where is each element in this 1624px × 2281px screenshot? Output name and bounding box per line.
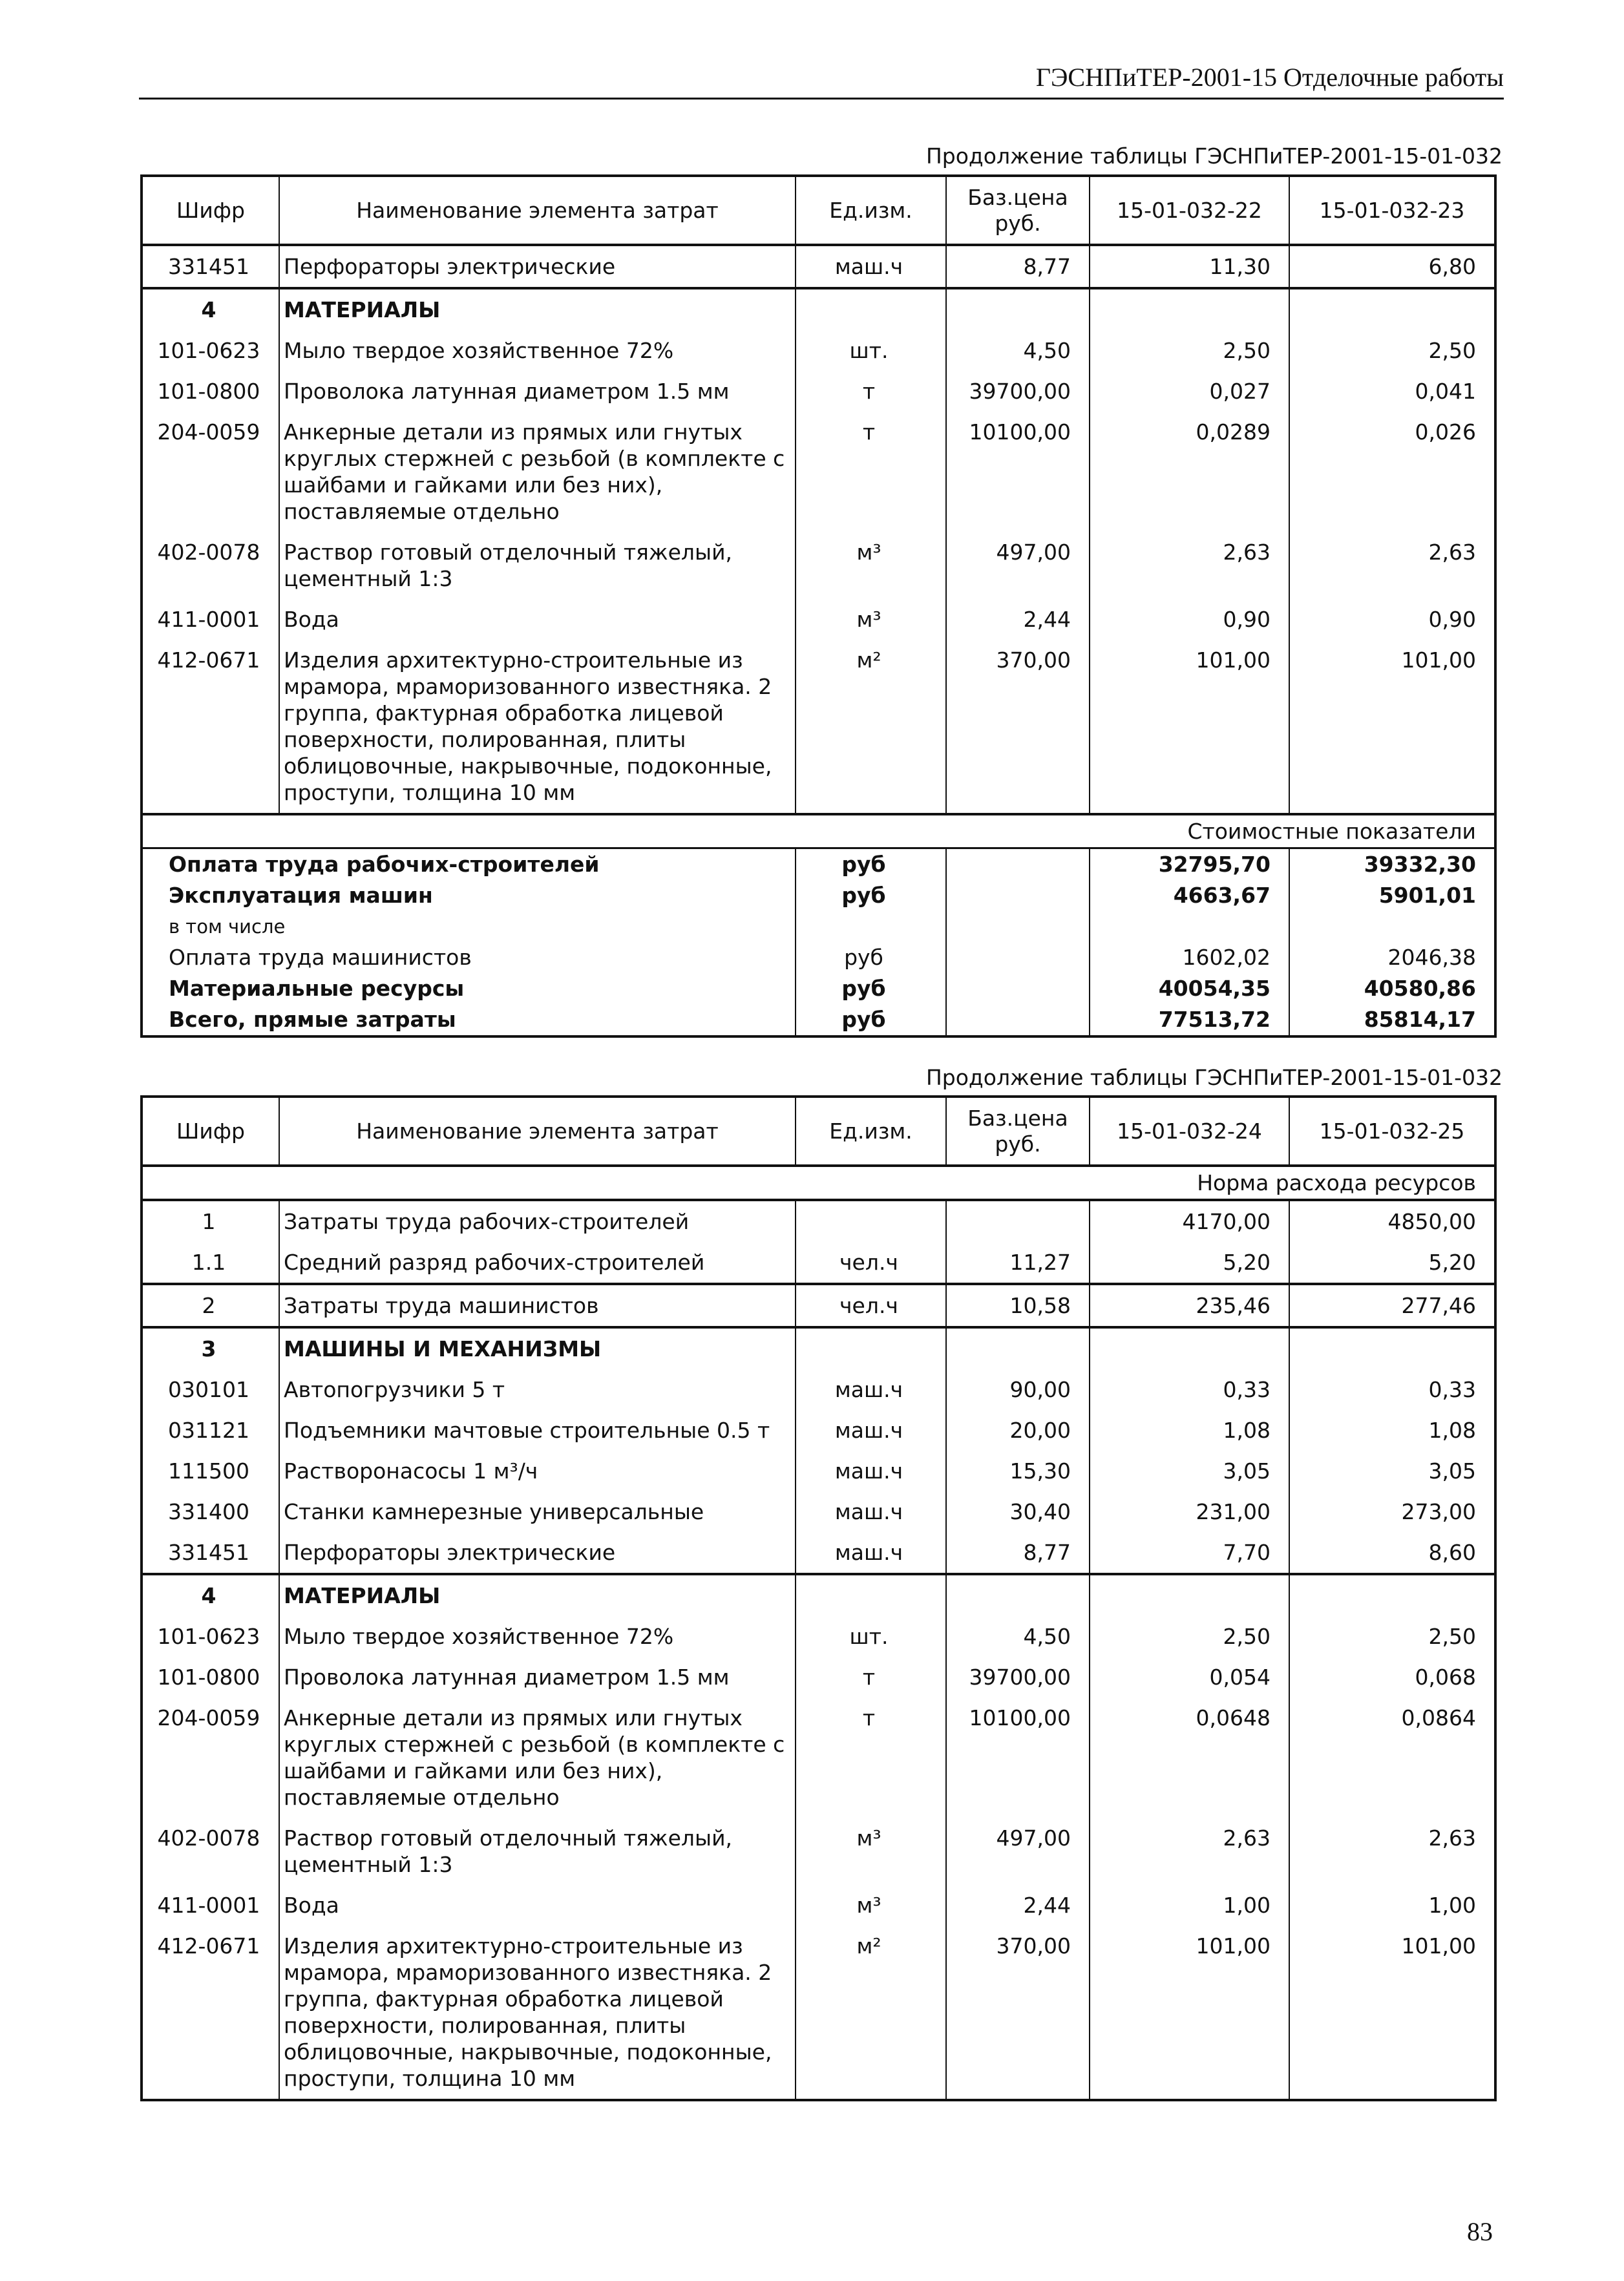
resource-name: Изделия архитектурно-строительные из мрамора, мраморизованного известняка. 2 группа, фактурная обработка лицевой поверхности, полированная, плиты облицовочные, накрывочные, подоконные, проступи, толщина 10 мм (279, 1926, 796, 2100)
norm-value-a (1090, 1574, 1289, 1616)
table-row (142, 1410, 1495, 1451)
cost-value-a: 40054,35 (1090, 973, 1289, 1004)
table-caption: Продолжение таблицы ГЭСНПиТЕР-2001-15-01-032 (925, 143, 1503, 169)
resource-code: 2 (142, 1284, 279, 1327)
column-header-name: Наименование элемента затрат (279, 176, 796, 245)
unit: маш.ч (796, 1410, 946, 1451)
resource-code: 411-0001 (142, 1885, 279, 1926)
table-row (142, 1369, 1495, 1410)
resource-name: Вода (279, 1885, 796, 1926)
unit: чел.ч (796, 1242, 946, 1284)
base-price: 90,00 (946, 1369, 1090, 1410)
cost-value-a: 4663,67 (1090, 880, 1289, 911)
resource-code: 1 (142, 1200, 279, 1242)
empty-price (946, 942, 1090, 973)
base-price: 2,44 (946, 599, 1090, 640)
cost-row (142, 911, 1495, 942)
cost-value-b: 39332,30 (1289, 848, 1495, 881)
table-row (142, 1657, 1495, 1698)
norm-value-a: 5,20 (1090, 1242, 1289, 1284)
table-row (142, 599, 1495, 640)
norm-value-b: 2,63 (1289, 532, 1495, 599)
resource-code: 4 (142, 288, 279, 330)
base-price (946, 1327, 1090, 1369)
norm-value-a (1090, 1327, 1289, 1369)
resource-code: 411-0001 (142, 599, 279, 640)
resource-code: 101-0623 (142, 1616, 279, 1657)
unit: шт. (796, 330, 946, 371)
cost-value-a (1090, 911, 1289, 942)
norm-value-b: 0,026 (1289, 412, 1495, 532)
unit (796, 1574, 946, 1616)
resource-name: Перфораторы электрические (279, 1532, 796, 1574)
resource-name: МАШИНЫ И МЕХАНИЗМЫ (279, 1327, 796, 1369)
cost-row (142, 880, 1495, 911)
norm-value-a: 101,00 (1090, 1926, 1289, 2100)
norm-value-a: 101,00 (1090, 640, 1289, 814)
cost-row (142, 973, 1495, 1004)
unit: м² (796, 640, 946, 814)
resource-name: Мыло твердое хозяйственное 72% (279, 1616, 796, 1657)
section-label: Норма расхода ресурсов (142, 1166, 1495, 1200)
cost-section-label-row (142, 814, 1495, 848)
cost-row (142, 1004, 1495, 1036)
resource-code: 030101 (142, 1369, 279, 1410)
unit (796, 1327, 946, 1369)
norm-value-b: 0,041 (1289, 371, 1495, 412)
cost-value-b: 40580,86 (1289, 973, 1495, 1004)
resource-name: Раствор готовый отделочный тяжелый, цементный 1:3 (279, 532, 796, 599)
norm-value-a: 1,00 (1090, 1885, 1289, 1926)
table-header-row (142, 1097, 1495, 1166)
base-price: 370,00 (946, 1926, 1090, 2100)
norm-value-b: 101,00 (1289, 1926, 1495, 2100)
base-price: 20,00 (946, 1410, 1090, 1451)
norm-value-b (1289, 1327, 1495, 1369)
base-price: 15,30 (946, 1451, 1090, 1491)
cost-value-a: 32795,70 (1090, 848, 1289, 881)
resource-name: МАТЕРИАЛЫ (279, 1574, 796, 1616)
table-row (142, 1926, 1495, 2100)
column-header-code-a: 15-01-032-24 (1090, 1097, 1289, 1166)
norm-value-a: 2,63 (1090, 532, 1289, 599)
norm-value-a: 4170,00 (1090, 1200, 1289, 1242)
unit: т (796, 371, 946, 412)
unit: маш.ч (796, 1369, 946, 1410)
table-row (142, 1885, 1495, 1926)
resource-name: Станки камнерезные универсальные (279, 1491, 796, 1532)
empty-price (946, 1004, 1090, 1036)
page-number: 83 (1467, 2217, 1493, 2246)
unit (796, 288, 946, 330)
resource-name: Автопогрузчики 5 т (279, 1369, 796, 1410)
cost-name: Эксплуатация машин (142, 880, 796, 911)
base-price: 497,00 (946, 532, 1090, 599)
cost-name: Оплата труда машинистов (142, 942, 796, 973)
resource-name: Затраты труда машинистов (279, 1284, 796, 1327)
norm-value-b: 273,00 (1289, 1491, 1495, 1532)
norm-value-b: 6,80 (1289, 245, 1495, 288)
norm-value-a: 2,50 (1090, 1616, 1289, 1657)
cost-name: в том числе (142, 911, 796, 942)
section-label-row (142, 1166, 1495, 1200)
resource-code: 4 (142, 1574, 279, 1616)
column-header-unit: Ед.изм. (796, 176, 946, 245)
base-price: 11,27 (946, 1242, 1090, 1284)
resource-code: 1.1 (142, 1242, 279, 1284)
table-row (142, 640, 1495, 814)
norm-value-b (1289, 288, 1495, 330)
table-row (142, 1200, 1495, 1242)
unit: т (796, 1657, 946, 1698)
resource-name: Изделия архитектурно-строительные из мрамора, мраморизованного известняка. 2 группа, фактурная обработка лицевой поверхности, полированная, плиты облицовочные, накрывочные, подоконные, проступи, толщина 10 мм (279, 640, 796, 814)
norm-value-a (1090, 288, 1289, 330)
resource-code: 3 (142, 1327, 279, 1369)
unit: м³ (796, 1818, 946, 1885)
base-price: 8,77 (946, 1532, 1090, 1574)
norm-value-b: 101,00 (1289, 640, 1495, 814)
norm-value-a: 0,0289 (1090, 412, 1289, 532)
cost-unit: руб (796, 973, 946, 1004)
resource-code: 412-0671 (142, 640, 279, 814)
cost-value-a: 1602,02 (1090, 942, 1289, 973)
norm-value-a: 2,50 (1090, 330, 1289, 371)
table-row (142, 1242, 1495, 1284)
norm-value-b: 1,00 (1289, 1885, 1495, 1926)
norm-value-a: 0,0648 (1090, 1698, 1289, 1818)
norm-value-a: 7,70 (1090, 1532, 1289, 1574)
base-price: 10,58 (946, 1284, 1090, 1327)
unit: м³ (796, 599, 946, 640)
norm-value-b: 277,46 (1289, 1284, 1495, 1327)
cost-value-b: 5901,01 (1289, 880, 1495, 911)
cost-name: Всего, прямые затраты (142, 1004, 796, 1036)
norm-value-a: 0,027 (1090, 371, 1289, 412)
unit: шт. (796, 1616, 946, 1657)
cost-row (142, 848, 1495, 881)
column-header-shifr: Шифр (142, 1097, 279, 1166)
column-header-price: Баз.цена руб. (946, 1097, 1090, 1166)
base-price: 10100,00 (946, 412, 1090, 532)
table-row (142, 1532, 1495, 1574)
resource-code: 111500 (142, 1451, 279, 1491)
unit: м² (796, 1926, 946, 2100)
cost-section-label: Стоимостные показатели (142, 814, 1495, 848)
resource-code: 412-0671 (142, 1926, 279, 2100)
resource-name: Мыло твердое хозяйственное 72% (279, 330, 796, 371)
table-row (142, 1284, 1495, 1327)
unit: маш.ч (796, 1532, 946, 1574)
norm-value-a: 0,33 (1090, 1369, 1289, 1410)
table-row (142, 532, 1495, 599)
resource-name: Перфораторы электрические (279, 245, 796, 288)
unit: м³ (796, 1885, 946, 1926)
resource-code: 331451 (142, 245, 279, 288)
resource-code: 204-0059 (142, 1698, 279, 1818)
base-price (946, 1574, 1090, 1616)
column-header-code-a: 15-01-032-22 (1090, 176, 1289, 245)
norm-value-b: 1,08 (1289, 1410, 1495, 1451)
column-header-code-b: 15-01-032-23 (1289, 176, 1495, 245)
norm-value-b: 0,0864 (1289, 1698, 1495, 1818)
resource-name: Затраты труда рабочих-строителей (279, 1200, 796, 1242)
norm-value-b: 3,05 (1289, 1451, 1495, 1491)
norm-value-b (1289, 1574, 1495, 1616)
base-price (946, 1200, 1090, 1242)
unit: чел.ч (796, 1284, 946, 1327)
running-header: ГЭСНПиТЕР-2001-15 Отделочные работы (1035, 63, 1504, 92)
resource-code: 331451 (142, 1532, 279, 1574)
norm-value-b: 8,60 (1289, 1532, 1495, 1574)
empty-price (946, 848, 1090, 881)
norm-value-a: 2,63 (1090, 1818, 1289, 1885)
table-row (142, 1616, 1495, 1657)
column-header-code-b: 15-01-032-25 (1289, 1097, 1495, 1166)
group-header-row (142, 288, 1495, 330)
table-row (142, 1491, 1495, 1532)
resource-name: МАТЕРИАЛЫ (279, 288, 796, 330)
norm-value-b: 0,33 (1289, 1369, 1495, 1410)
unit: маш.ч (796, 1451, 946, 1491)
resource-name: Анкерные детали из прямых или гнутых круглых стержней с резьбой (в комплекте с шайбами и гайками или без них), поставляемые отдельно (279, 1698, 796, 1818)
norm-value-b: 0,068 (1289, 1657, 1495, 1698)
resource-table-2 (140, 1095, 1497, 2101)
header-rule (139, 98, 1504, 100)
resource-name: Подъемники мачтовые строительные 0.5 т (279, 1410, 796, 1451)
resource-name: Растворонасосы 1 м³/ч (279, 1451, 796, 1491)
table-row (142, 245, 1495, 288)
norm-value-a: 1,08 (1090, 1410, 1289, 1451)
base-price: 30,40 (946, 1491, 1090, 1532)
column-header-name: Наименование элемента затрат (279, 1097, 796, 1166)
unit: т (796, 412, 946, 532)
base-price: 2,44 (946, 1885, 1090, 1926)
base-price: 39700,00 (946, 1657, 1090, 1698)
table-caption: Продолжение таблицы ГЭСНПиТЕР-2001-15-01-032 (925, 1065, 1503, 1090)
resource-name: Анкерные детали из прямых или гнутых круглых стержней с резьбой (в комплекте с шайбами и гайками или без них), поставляемые отдельно (279, 412, 796, 532)
cost-value-b: 85814,17 (1289, 1004, 1495, 1036)
cost-unit (796, 911, 946, 942)
norm-value-b: 4850,00 (1289, 1200, 1495, 1242)
table-row (142, 371, 1495, 412)
resource-code: 031121 (142, 1410, 279, 1451)
cost-row (142, 942, 1495, 973)
table-header-row (142, 176, 1495, 245)
resource-name: Вода (279, 599, 796, 640)
cost-value-b: 2046,38 (1289, 942, 1495, 973)
unit: маш.ч (796, 1491, 946, 1532)
norm-value-a: 235,46 (1090, 1284, 1289, 1327)
resource-table-1 (140, 174, 1497, 1038)
resource-code: 331400 (142, 1491, 279, 1532)
norm-value-a: 3,05 (1090, 1451, 1289, 1491)
resource-code: 101-0800 (142, 371, 279, 412)
norm-value-b: 5,20 (1289, 1242, 1495, 1284)
empty-price (946, 973, 1090, 1004)
column-header-unit: Ед.изм. (796, 1097, 946, 1166)
norm-value-a: 0,054 (1090, 1657, 1289, 1698)
base-price: 497,00 (946, 1818, 1090, 1885)
empty-price (946, 911, 1090, 942)
unit: т (796, 1698, 946, 1818)
table-row (142, 1818, 1495, 1885)
norm-value-b: 2,50 (1289, 1616, 1495, 1657)
norm-value-a: 231,00 (1090, 1491, 1289, 1532)
cost-value-a: 77513,72 (1090, 1004, 1289, 1036)
group-header-row (142, 1574, 1495, 1616)
base-price: 8,77 (946, 245, 1090, 288)
resource-code: 101-0800 (142, 1657, 279, 1698)
table-row (142, 1698, 1495, 1818)
norm-value-b: 2,63 (1289, 1818, 1495, 1885)
empty-price (946, 880, 1090, 911)
norm-value-b: 2,50 (1289, 330, 1495, 371)
resource-code: 402-0078 (142, 532, 279, 599)
base-price: 10100,00 (946, 1698, 1090, 1818)
cost-name: Оплата труда рабочих-строителей (142, 848, 796, 881)
cost-name: Материальные ресурсы (142, 973, 796, 1004)
column-header-shifr: Шифр (142, 176, 279, 245)
cost-unit: руб (796, 1004, 946, 1036)
unit: маш.ч (796, 245, 946, 288)
base-price: 39700,00 (946, 371, 1090, 412)
column-header-price: Баз.цена руб. (946, 176, 1090, 245)
cost-unit: руб (796, 942, 946, 973)
resource-name: Проволока латунная диаметром 1.5 мм (279, 371, 796, 412)
unit: м³ (796, 532, 946, 599)
norm-value-a: 11,30 (1090, 245, 1289, 288)
cost-value-b (1289, 911, 1495, 942)
table-row (142, 330, 1495, 371)
group-header-row (142, 1327, 1495, 1369)
base-price (946, 288, 1090, 330)
cost-unit: руб (796, 880, 946, 911)
resource-code: 402-0078 (142, 1818, 279, 1885)
norm-value-b: 0,90 (1289, 599, 1495, 640)
resource-name: Раствор готовый отделочный тяжелый, цементный 1:3 (279, 1818, 796, 1885)
resource-code: 101-0623 (142, 330, 279, 371)
resource-code: 204-0059 (142, 412, 279, 532)
table-row (142, 1451, 1495, 1491)
cost-unit: руб (796, 848, 946, 881)
unit (796, 1200, 946, 1242)
base-price: 4,50 (946, 1616, 1090, 1657)
norm-value-a: 0,90 (1090, 599, 1289, 640)
base-price: 370,00 (946, 640, 1090, 814)
resource-name: Средний разряд рабочих-строителей (279, 1242, 796, 1284)
base-price: 4,50 (946, 330, 1090, 371)
resource-name: Проволока латунная диаметром 1.5 мм (279, 1657, 796, 1698)
table-row (142, 412, 1495, 532)
